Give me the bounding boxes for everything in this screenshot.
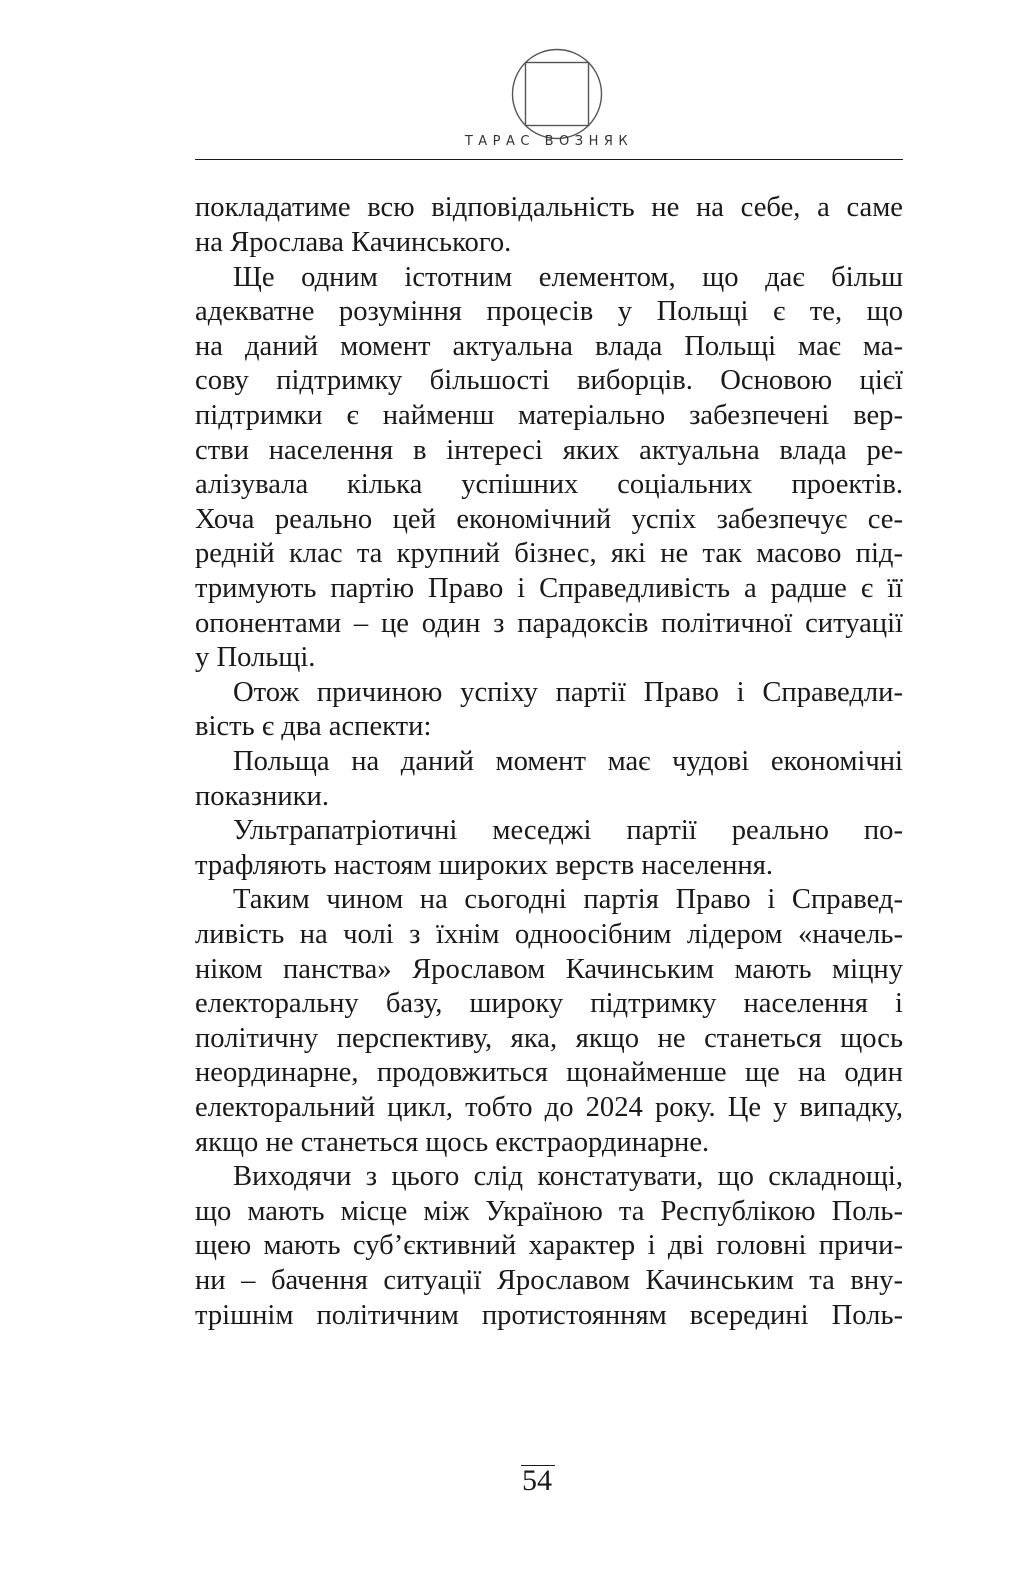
text-line: трафляють настоям широких верств населення. bbox=[195, 850, 773, 881]
text-line: щею мають суб’єктивний характер і дві головні причи- bbox=[195, 1230, 903, 1261]
text-line: підтримки є найменш матеріально забезпечені вер- bbox=[195, 400, 903, 431]
page-number: 54 bbox=[522, 1464, 552, 1497]
text-line: якщо не станеться щось екстраординарне. bbox=[195, 1127, 710, 1158]
text-line: ни – бачення ситуації Ярославом Качинським та вну- bbox=[195, 1265, 903, 1296]
text-line: у Польщі. bbox=[195, 642, 316, 673]
text-line: сову підтримку більшості виборців. Основою цієї bbox=[195, 365, 903, 396]
text-line: покладатиме всю відповідальність не на себе, а саме bbox=[195, 192, 903, 223]
text-line: вість є два аспекти: bbox=[195, 711, 432, 742]
text-line: трішнім політичним протистоянням всередині Поль- bbox=[195, 1300, 903, 1331]
text-line: електоральний цикл, тобто до 2024 року. Це у випадку, bbox=[195, 1092, 903, 1123]
text-line: що мають місце між Україною та Республікою Поль- bbox=[195, 1196, 903, 1227]
text-line: показники. bbox=[195, 781, 329, 812]
text-line: редній клас та крупний бізнес, які не так масово під- bbox=[195, 538, 903, 569]
text-line: політичну перспективу, яка, якщо не станеться щось bbox=[195, 1023, 903, 1054]
text-line: стви населення в інтересі яких актуальна влада ре- bbox=[195, 435, 903, 466]
text-line: алізувала кілька успішних соціальних проектів. bbox=[195, 469, 903, 500]
running-header-title: ТАРАС ВОЗНЯК bbox=[464, 134, 634, 149]
text-line: Ще одним істотним елементом, що дає більш bbox=[233, 262, 903, 293]
text-line: неординарне, продовжиться щонайменше ще на один bbox=[195, 1057, 903, 1088]
text-line: Таким чином на сьогодні партія Право і Справед- bbox=[233, 884, 903, 915]
text-line: адекватне розуміння процесів у Польщі є те, що bbox=[195, 296, 903, 327]
text-line: електоральну базу, широку підтримку населення і bbox=[195, 988, 903, 1019]
text-line: Польща на даний момент має чудові економічні bbox=[233, 746, 903, 777]
text-line: ніком панства» Ярославом Качинським мають міцну bbox=[195, 954, 903, 985]
text-line: ливість на чолі з їхнім одноосібним лідером «начель- bbox=[195, 919, 903, 950]
text-line: на Ярослава Качинського. bbox=[195, 227, 512, 258]
text-line: на даний момент актуальна влада Польщі має ма- bbox=[195, 331, 903, 362]
text-line: опонентами – це один з парадоксів політичної ситуації bbox=[195, 608, 903, 639]
text-line: Отож причиною успіху партії Право і Справедли- bbox=[233, 677, 903, 708]
text-line: Ультрапатріотичні меседжі партії реально по- bbox=[233, 815, 903, 846]
text-line: Виходячи з цього слід констатувати, що складнощі, bbox=[233, 1161, 903, 1192]
text-line: тримують партію Право і Справедливість а радше є її bbox=[195, 573, 903, 604]
text-line: Хоча реально цей економічний успіх забезпечує се- bbox=[195, 504, 903, 535]
